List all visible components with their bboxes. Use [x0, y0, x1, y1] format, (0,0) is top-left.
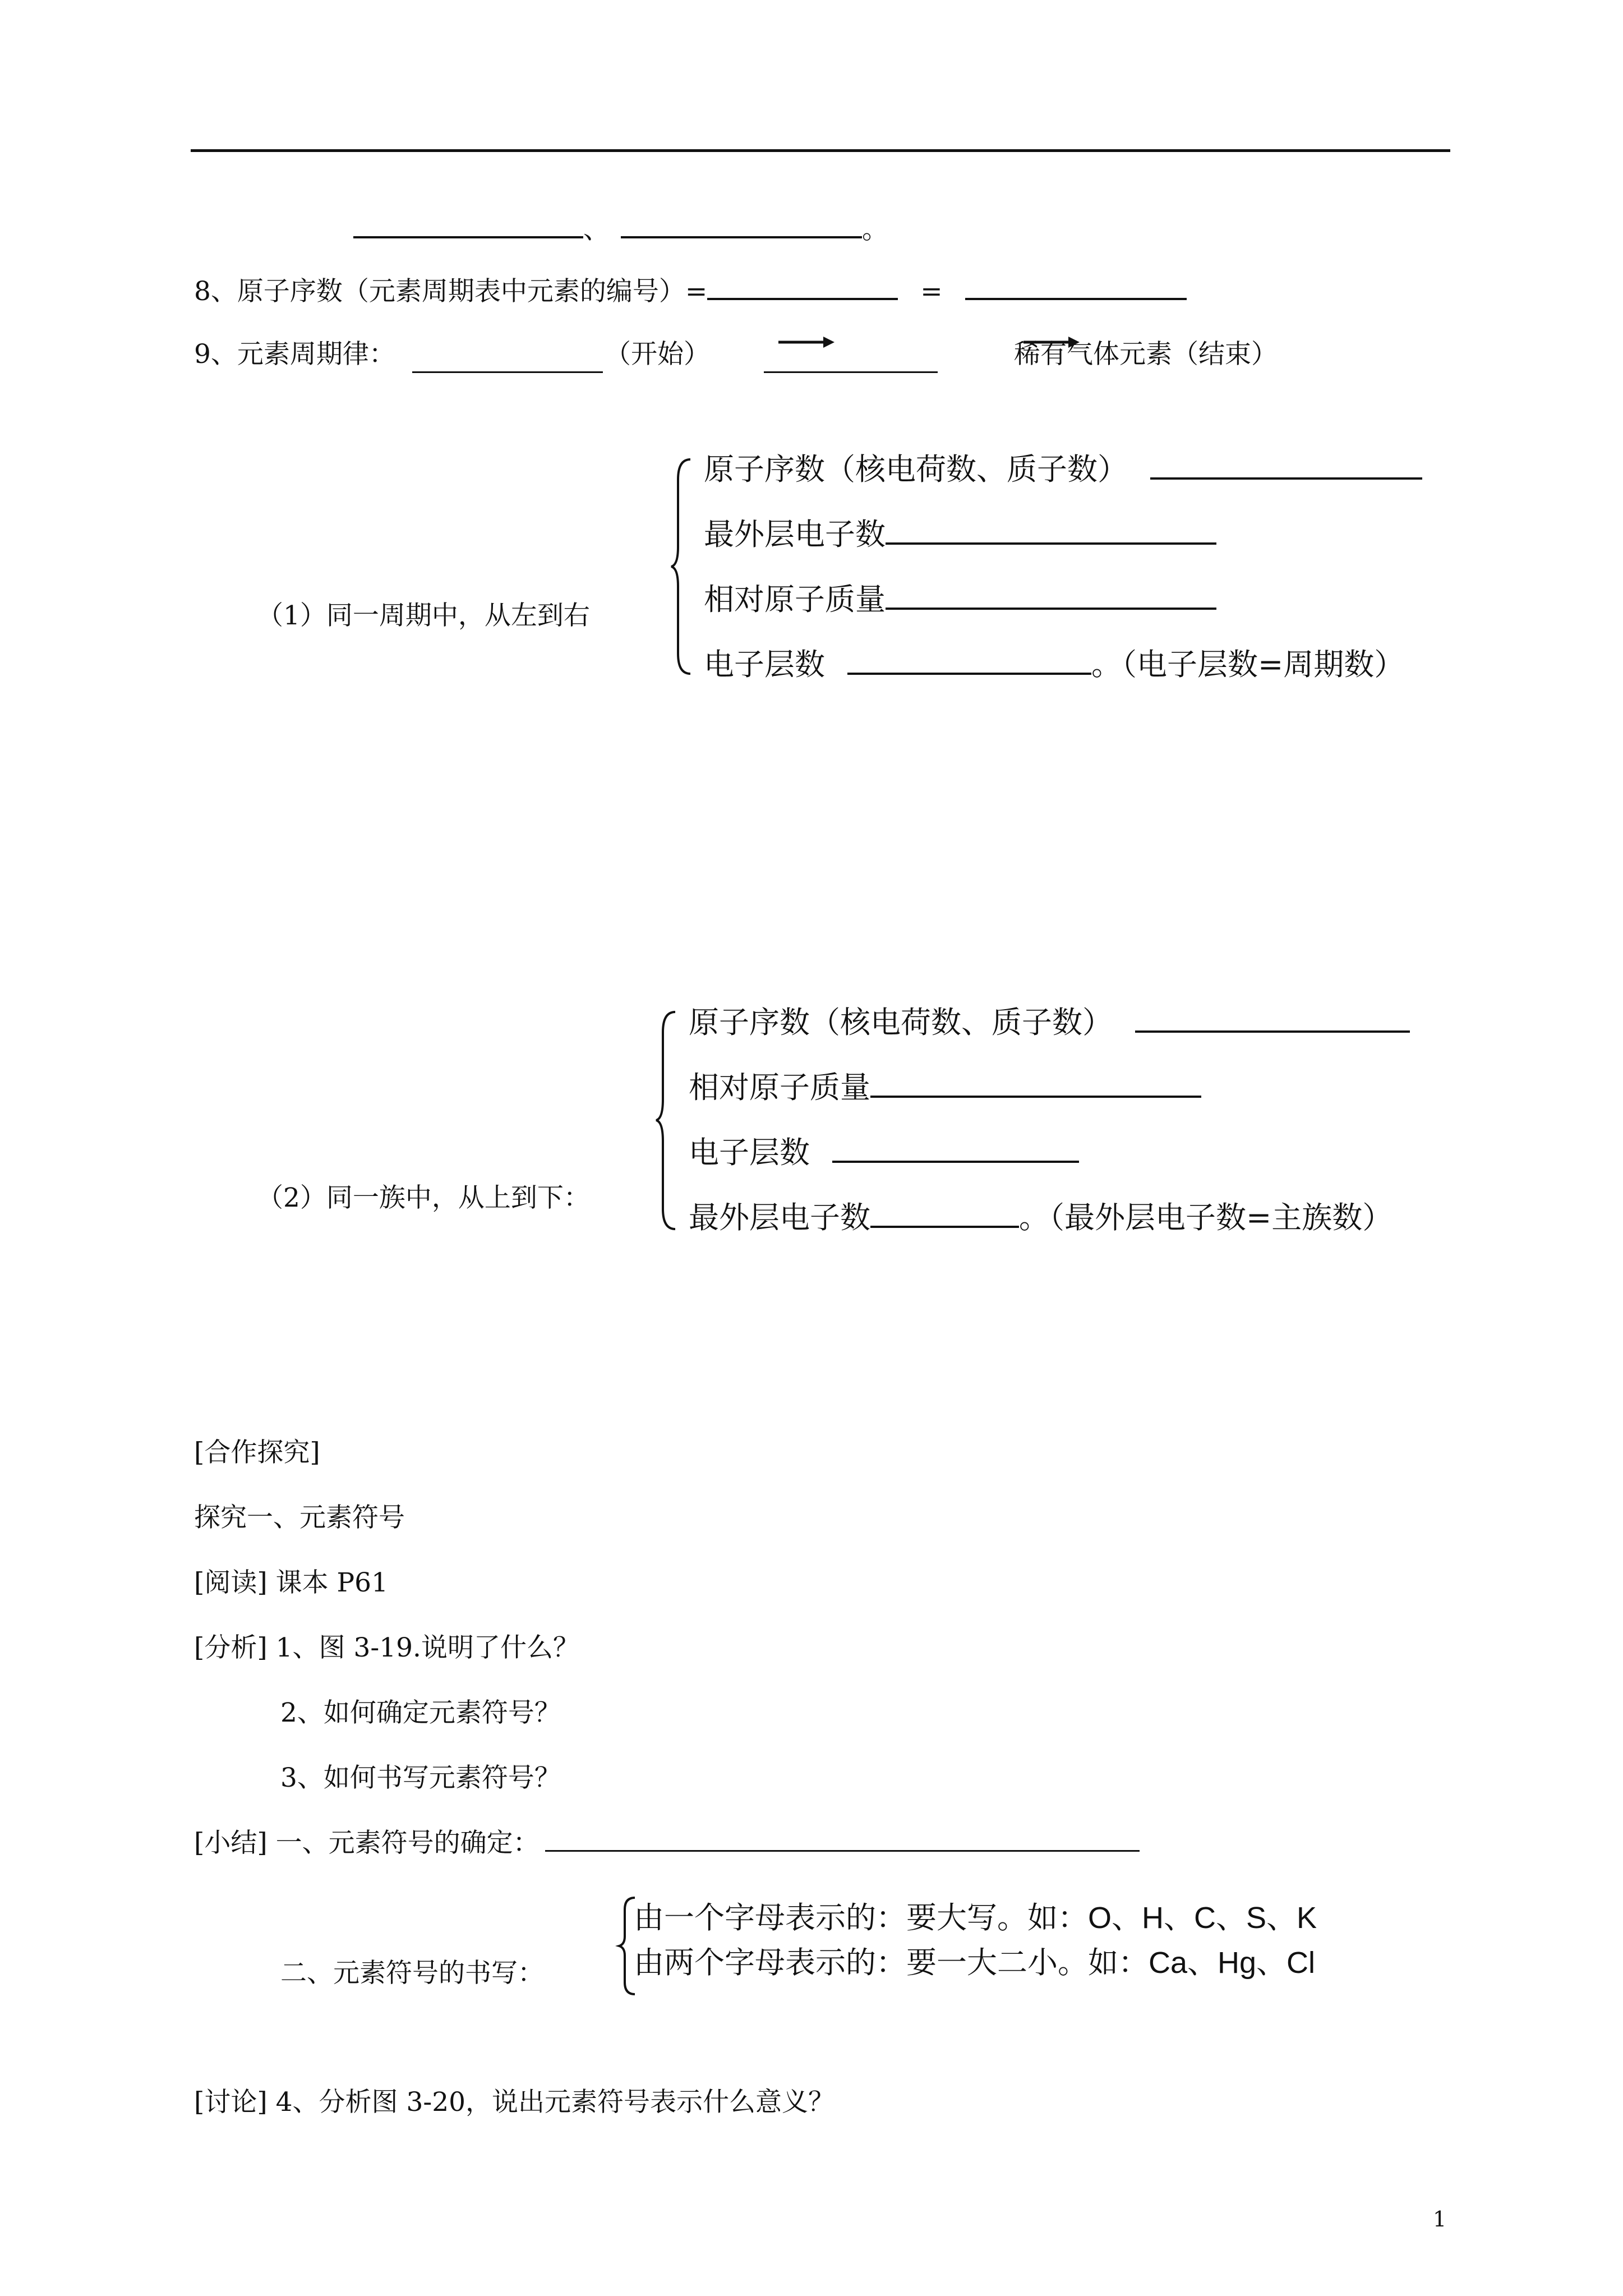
answer-blank[interactable] — [412, 349, 603, 373]
period-note: 。（电子层数=周期数） — [1091, 647, 1405, 682]
writing-rule-1: 由一个字母表示的：要大写。如：O、H、C、S、K — [634, 1900, 1317, 1935]
item-8-label: 8、原子序数（元素周期表中元素的编号）= — [194, 276, 708, 307]
answer-blank[interactable] — [1135, 1008, 1410, 1033]
answer-blank[interactable] — [886, 520, 1216, 545]
period-row-4: 电子层数 。（电子层数=周期数） — [704, 647, 1405, 682]
answer-blank[interactable] — [847, 650, 1091, 675]
summary-line — [194, 1826, 1140, 1860]
discussion-line: [讨论] 4、分析图 3-20，说出元素符号表示什么意义？ — [194, 2087, 835, 2118]
answer-blank[interactable] — [965, 275, 1187, 300]
period-mark: 。 — [862, 214, 888, 245]
group-row-2: 相对原子质量 — [689, 1069, 1201, 1106]
answer-blank[interactable] — [545, 1828, 1140, 1852]
group-row-4: 最外层电子数 。（最外层电子数=主族数） — [689, 1200, 1393, 1235]
analysis-q1: [分析] 1、图 3-19.说明了什么？ — [194, 1632, 579, 1663]
rule-1-examples: O、H、C、S、K — [1088, 1901, 1317, 1935]
period-row-3: 相对原子质量 — [704, 581, 1216, 618]
answer-blank[interactable] — [353, 214, 583, 238]
period-row-1: 原子序数（核电荷数、质子数） — [704, 451, 1422, 488]
separator: 、 — [583, 214, 610, 245]
answer-blank[interactable] — [870, 1073, 1201, 1098]
top-blank-line — [353, 213, 888, 247]
item-9-label: 9、元素周期律： — [194, 339, 395, 370]
analysis-q3: 3、如何书写元素符号？ — [280, 1763, 561, 1793]
answer-blank[interactable] — [832, 1138, 1079, 1163]
reading-line: [阅读] 课本 P61 — [194, 1567, 388, 1598]
group-label: （2）同一族中，从上到下： — [257, 1182, 590, 1213]
group-row-1: 原子序数（核电荷数、质子数） — [689, 1004, 1410, 1041]
writing-label: 二、元素符号的书写： — [280, 1958, 544, 1989]
equals-sign: = — [920, 276, 943, 307]
arrow-right-icon — [778, 335, 834, 349]
page-number: 1 — [1433, 2207, 1447, 2231]
left-brace-icon — [655, 1010, 677, 1231]
period-label: （1）同一周期中，从左到右 — [257, 600, 590, 631]
group-note: 。（最外层电子数=主族数） — [1019, 1200, 1393, 1235]
analysis-q2: 2、如何确定元素符号？ — [280, 1697, 561, 1728]
answer-blank[interactable] — [1150, 455, 1422, 480]
item-8 — [194, 275, 1187, 309]
coop-heading: [合作探究] — [194, 1437, 320, 1468]
item-9-end: 稀有气体元素（结束） — [1014, 339, 1278, 370]
left-brace-icon — [670, 457, 693, 676]
explore-1-heading: 探究一、元素符号 — [194, 1502, 405, 1533]
group-row-3: 电子层数 — [689, 1134, 1079, 1171]
answer-blank[interactable] — [870, 1203, 1019, 1228]
item-9-start: （开始） — [605, 339, 710, 370]
header-rule — [191, 149, 1450, 152]
answer-blank[interactable] — [621, 214, 862, 238]
answer-blank[interactable] — [886, 585, 1216, 610]
writing-rule-2: 由两个字母表示的：要一大二小。如：Ca、Hg、Cl — [634, 1945, 1316, 1980]
answer-blank[interactable] — [707, 275, 898, 300]
summary-label: [小结] 一、元素符号的确定： — [194, 1828, 540, 1858]
period-row-2: 最外层电子数 — [704, 516, 1216, 553]
answer-blank[interactable] — [764, 349, 938, 373]
rule-2-examples: Ca、Hg、Cl — [1149, 1946, 1316, 1980]
